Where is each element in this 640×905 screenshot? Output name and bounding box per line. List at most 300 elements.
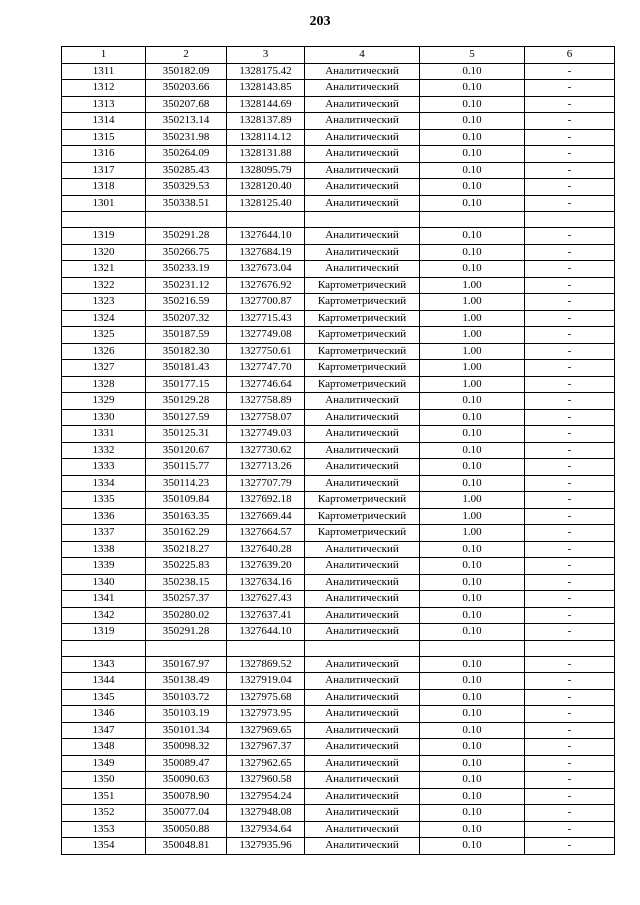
table-cell: Картометрический [305, 360, 420, 377]
table-cell: - [525, 327, 615, 344]
table-cell: 350077.04 [146, 805, 227, 822]
table-cell: 0.10 [420, 607, 525, 624]
table-cell: 350285.43 [146, 162, 227, 179]
table-cell: 1327664.57 [227, 525, 305, 542]
table-cell: 350280.02 [146, 607, 227, 624]
table-cell: - [525, 722, 615, 739]
table-cell: 1311 [62, 63, 146, 80]
table-cell: Аналитический [305, 805, 420, 822]
table-cell: 1327673.04 [227, 261, 305, 278]
empty-cell [525, 640, 615, 656]
table-cell: 1344 [62, 673, 146, 690]
table-cell: 1327746.64 [227, 376, 305, 393]
table-cell: 350182.09 [146, 63, 227, 80]
table-cell: - [525, 409, 615, 426]
table-cell: Аналитический [305, 179, 420, 196]
table-row [62, 327, 615, 344]
table-cell: Картометрический [305, 310, 420, 327]
table-cell: 350182.30 [146, 343, 227, 360]
table-cell: 1336 [62, 508, 146, 525]
table-cell: 1327730.62 [227, 442, 305, 459]
table-cell: - [525, 607, 615, 624]
table-cell: 350231.98 [146, 129, 227, 146]
table-cell: 350203.66 [146, 80, 227, 97]
table-cell: 0.10 [420, 129, 525, 146]
table-cell: 1327934.64 [227, 821, 305, 838]
table-cell: Аналитический [305, 739, 420, 756]
table-cell: 0.10 [420, 162, 525, 179]
table-cell: 1314 [62, 113, 146, 130]
table-cell: Аналитический [305, 607, 420, 624]
table-cell: - [525, 624, 615, 641]
table-cell: 1327747.70 [227, 360, 305, 377]
table-row [62, 113, 615, 130]
table-cell: 350177.15 [146, 376, 227, 393]
table-row [62, 310, 615, 327]
table-cell: 0.10 [420, 706, 525, 723]
table-cell: 350238.15 [146, 574, 227, 591]
table-cell: 0.10 [420, 146, 525, 163]
table-row [62, 80, 615, 97]
empty-cell [525, 212, 615, 228]
table-cell: 1328125.40 [227, 195, 305, 212]
table-cell: 0.10 [420, 624, 525, 641]
table-cell: 1342 [62, 607, 146, 624]
table-row [62, 459, 615, 476]
table-row [62, 195, 615, 212]
table-cell: - [525, 838, 615, 855]
table-cell: Аналитический [305, 80, 420, 97]
table-cell: 1327967.37 [227, 739, 305, 756]
table-row [62, 492, 615, 509]
table-cell: 350187.59 [146, 327, 227, 344]
table-row [62, 508, 615, 525]
table-cell: 350338.51 [146, 195, 227, 212]
table-row [62, 525, 615, 542]
table-cell: - [525, 195, 615, 212]
table-cell: 1.00 [420, 508, 525, 525]
table-cell: 0.10 [420, 96, 525, 113]
table-cell: 350181.43 [146, 360, 227, 377]
coordinates-table [61, 46, 615, 855]
table-row [62, 624, 615, 641]
table-cell: - [525, 755, 615, 772]
table-cell: Аналитический [305, 442, 420, 459]
table-cell: 350291.28 [146, 228, 227, 245]
table-cell: 1343 [62, 656, 146, 673]
table-cell: 0.10 [420, 261, 525, 278]
table-cell: Аналитический [305, 722, 420, 739]
table-cell: 1321 [62, 261, 146, 278]
table-cell: 1320 [62, 244, 146, 261]
table-cell: 1327627.43 [227, 591, 305, 608]
table-cell: 1327973.95 [227, 706, 305, 723]
table-row [62, 162, 615, 179]
table-cell: 350233.19 [146, 261, 227, 278]
table-row [62, 228, 615, 245]
table-cell: 0.10 [420, 558, 525, 575]
table-cell: 1348 [62, 739, 146, 756]
table-cell: 1327707.79 [227, 475, 305, 492]
table-cell: - [525, 360, 615, 377]
table-row [62, 541, 615, 558]
table-cell: 1327975.68 [227, 689, 305, 706]
separator-row [62, 212, 615, 228]
table-cell: - [525, 393, 615, 410]
table-cell: 350138.49 [146, 673, 227, 690]
table-cell: - [525, 426, 615, 443]
table-cell: Аналитический [305, 426, 420, 443]
table-cell: 350048.81 [146, 838, 227, 855]
table-cell: 1327962.65 [227, 755, 305, 772]
empty-cell [305, 640, 420, 656]
table-cell: - [525, 673, 615, 690]
table-cell: Картометрический [305, 343, 420, 360]
table-cell: 350050.88 [146, 821, 227, 838]
table-cell: Картометрический [305, 525, 420, 542]
table-cell: 0.10 [420, 475, 525, 492]
table-cell: 1329 [62, 393, 146, 410]
table-cell: Аналитический [305, 393, 420, 410]
table-cell: 1328143.85 [227, 80, 305, 97]
table-row [62, 821, 615, 838]
table-cell: 1324 [62, 310, 146, 327]
table-cell: 0.10 [420, 426, 525, 443]
table-cell: - [525, 739, 615, 756]
table-cell: - [525, 277, 615, 294]
table-cell: 350127.59 [146, 409, 227, 426]
table-row [62, 442, 615, 459]
table-cell: 350114.23 [146, 475, 227, 492]
table-row [62, 343, 615, 360]
table-row [62, 376, 615, 393]
table-cell: 0.10 [420, 788, 525, 805]
table-cell: 0.10 [420, 393, 525, 410]
table-cell: 1327 [62, 360, 146, 377]
table-row [62, 393, 615, 410]
empty-cell [305, 212, 420, 228]
table-cell: - [525, 821, 615, 838]
table-cell: 1327700.87 [227, 294, 305, 311]
table-cell: 1325 [62, 327, 146, 344]
table-cell: - [525, 376, 615, 393]
table-cell: 0.10 [420, 442, 525, 459]
table-cell: - [525, 179, 615, 196]
table-cell: - [525, 162, 615, 179]
table-cell: - [525, 261, 615, 278]
table-cell: Картометрический [305, 277, 420, 294]
table-cell: 0.10 [420, 689, 525, 706]
table-cell: 350225.83 [146, 558, 227, 575]
table-row [62, 294, 615, 311]
table-cell: 0.10 [420, 755, 525, 772]
table-cell: 0.10 [420, 63, 525, 80]
empty-cell [420, 212, 525, 228]
table-cell: 1.00 [420, 360, 525, 377]
table-cell: - [525, 343, 615, 360]
table-row [62, 739, 615, 756]
table-cell: - [525, 96, 615, 113]
table-cell: Аналитический [305, 624, 420, 641]
table-row [62, 838, 615, 855]
table-row [62, 607, 615, 624]
table-row [62, 788, 615, 805]
table-cell: 1.00 [420, 310, 525, 327]
table-cell: 350089.47 [146, 755, 227, 772]
table-cell: 0.10 [420, 409, 525, 426]
table-cell: 1327749.08 [227, 327, 305, 344]
table-cell: 1327692.18 [227, 492, 305, 509]
table-cell: 1.00 [420, 525, 525, 542]
table-cell: 1327634.16 [227, 574, 305, 591]
table-row [62, 129, 615, 146]
column-header: 6 [525, 47, 615, 64]
table-cell: 1331 [62, 426, 146, 443]
table-cell: 1319 [62, 228, 146, 245]
table-cell: 1332 [62, 442, 146, 459]
table-cell: 350098.32 [146, 739, 227, 756]
table-cell: Картометрический [305, 327, 420, 344]
table-cell: - [525, 772, 615, 789]
table-cell: 0.10 [420, 228, 525, 245]
table-cell: 0.10 [420, 179, 525, 196]
table-cell: - [525, 558, 615, 575]
table-cell: Аналитический [305, 673, 420, 690]
table-cell: 1327869.52 [227, 656, 305, 673]
table-cell: - [525, 805, 615, 822]
table-cell: Картометрический [305, 492, 420, 509]
table-cell: 1347 [62, 722, 146, 739]
table-cell: Аналитический [305, 129, 420, 146]
table-cell: 350125.31 [146, 426, 227, 443]
header-row [62, 47, 615, 64]
table-row [62, 772, 615, 789]
column-header: 2 [146, 47, 227, 64]
table-cell: Аналитический [305, 541, 420, 558]
table-cell: - [525, 146, 615, 163]
table-cell: Аналитический [305, 409, 420, 426]
table-cell: Аналитический [305, 146, 420, 163]
table-cell: - [525, 591, 615, 608]
table-cell: 0.10 [420, 821, 525, 838]
table-cell: 1312 [62, 80, 146, 97]
table-cell: 1316 [62, 146, 146, 163]
table-cell: - [525, 508, 615, 525]
empty-cell [227, 640, 305, 656]
table-row [62, 146, 615, 163]
table-cell: - [525, 706, 615, 723]
table-row [62, 722, 615, 739]
table-row [62, 755, 615, 772]
table-cell: Аналитический [305, 96, 420, 113]
table-cell: 1337 [62, 525, 146, 542]
table-cell: Картометрический [305, 294, 420, 311]
table-cell: 350120.67 [146, 442, 227, 459]
table-cell: Аналитический [305, 689, 420, 706]
table-cell: - [525, 788, 615, 805]
table-cell: 1341 [62, 591, 146, 608]
table-cell: 0.10 [420, 838, 525, 855]
table-cell: 1328137.89 [227, 113, 305, 130]
table-cell: 1327750.61 [227, 343, 305, 360]
table-cell: 1327749.03 [227, 426, 305, 443]
table-cell: 0.10 [420, 656, 525, 673]
empty-cell [146, 212, 227, 228]
table-cell: 1338 [62, 541, 146, 558]
table-cell: Аналитический [305, 261, 420, 278]
table-row [62, 591, 615, 608]
table-cell: Аналитический [305, 838, 420, 855]
table-cell: 1.00 [420, 327, 525, 344]
table-cell: 0.10 [420, 591, 525, 608]
table-cell: 1301 [62, 195, 146, 212]
table-cell: 1327684.19 [227, 244, 305, 261]
table-cell: 1328114.12 [227, 129, 305, 146]
table-cell: 1327758.07 [227, 409, 305, 426]
table-cell: 0.10 [420, 739, 525, 756]
table-cell: 1327644.10 [227, 228, 305, 245]
table-cell: 0.10 [420, 805, 525, 822]
table-cell: 350101.34 [146, 722, 227, 739]
table-cell: - [525, 541, 615, 558]
table-cell: 1.00 [420, 277, 525, 294]
table-cell: 350162.29 [146, 525, 227, 542]
table-row [62, 689, 615, 706]
table-cell: 350231.12 [146, 277, 227, 294]
column-header: 4 [305, 47, 420, 64]
column-header: 1 [62, 47, 146, 64]
table-cell: 350103.19 [146, 706, 227, 723]
table-cell: 0.10 [420, 195, 525, 212]
table-cell: Аналитический [305, 244, 420, 261]
table-cell: 1328175.42 [227, 63, 305, 80]
table-cell: - [525, 294, 615, 311]
table-cell: 1353 [62, 821, 146, 838]
table-cell: Аналитический [305, 821, 420, 838]
table-row [62, 805, 615, 822]
table-cell: Аналитический [305, 228, 420, 245]
table-row [62, 179, 615, 196]
table-cell: 350163.35 [146, 508, 227, 525]
table-cell: Картометрический [305, 508, 420, 525]
table-cell: 1328 [62, 376, 146, 393]
table-cell: 0.10 [420, 80, 525, 97]
table-cell: 1345 [62, 689, 146, 706]
table-cell: 1328095.79 [227, 162, 305, 179]
table-body [62, 63, 615, 854]
table-cell: 350218.27 [146, 541, 227, 558]
page-number: 203 [309, 14, 331, 29]
table-cell: Аналитический [305, 706, 420, 723]
table-cell: Картометрический [305, 376, 420, 393]
table-cell: 1339 [62, 558, 146, 575]
table-cell: 1.00 [420, 294, 525, 311]
table-cell: - [525, 574, 615, 591]
table-cell: 1327954.24 [227, 788, 305, 805]
table-cell: 0.10 [420, 244, 525, 261]
table-row [62, 426, 615, 443]
table-row [62, 673, 615, 690]
table-cell: Аналитический [305, 772, 420, 789]
table-cell: - [525, 459, 615, 476]
table-row [62, 558, 615, 575]
table-cell: 1317 [62, 162, 146, 179]
table-cell: 1.00 [420, 343, 525, 360]
table-cell: 1328144.69 [227, 96, 305, 113]
table-cell: Аналитический [305, 591, 420, 608]
table-row [62, 277, 615, 294]
separator-row [62, 640, 615, 656]
table-cell: Аналитический [305, 475, 420, 492]
table-cell: 1354 [62, 838, 146, 855]
empty-cell [62, 212, 146, 228]
table-row [62, 574, 615, 591]
table-cell: 1327758.89 [227, 393, 305, 410]
table-cell: Аналитический [305, 656, 420, 673]
table-cell: 1.00 [420, 492, 525, 509]
table-cell: 1333 [62, 459, 146, 476]
table-cell: 350329.53 [146, 179, 227, 196]
table-cell: Аналитический [305, 162, 420, 179]
table-cell: 1327637.41 [227, 607, 305, 624]
table-cell: 1327676.92 [227, 277, 305, 294]
table-cell: 350207.68 [146, 96, 227, 113]
table-cell: 350264.09 [146, 146, 227, 163]
table-cell: 1327713.26 [227, 459, 305, 476]
table-cell: 1350 [62, 772, 146, 789]
table-cell: 350103.72 [146, 689, 227, 706]
table-cell: - [525, 525, 615, 542]
table-cell: 350109.84 [146, 492, 227, 509]
table-cell: - [525, 80, 615, 97]
table-row [62, 63, 615, 80]
table-cell: 1323 [62, 294, 146, 311]
table-cell: Аналитический [305, 113, 420, 130]
table-cell: 1328131.88 [227, 146, 305, 163]
table-cell: 350090.63 [146, 772, 227, 789]
table-cell: 1330 [62, 409, 146, 426]
table-cell: 1327715.43 [227, 310, 305, 327]
table-row [62, 244, 615, 261]
table-cell: 350115.77 [146, 459, 227, 476]
table-cell: 1327640.28 [227, 541, 305, 558]
table-header [62, 47, 615, 64]
table-cell: 0.10 [420, 673, 525, 690]
table-cell: Аналитический [305, 459, 420, 476]
table-cell: 0.10 [420, 574, 525, 591]
table-cell: Аналитический [305, 755, 420, 772]
table-row [62, 706, 615, 723]
table-cell: 1327960.58 [227, 772, 305, 789]
table-row [62, 360, 615, 377]
column-header: 5 [420, 47, 525, 64]
table-cell: 1334 [62, 475, 146, 492]
table-cell: - [525, 310, 615, 327]
empty-cell [420, 640, 525, 656]
table-cell: 1327644.10 [227, 624, 305, 641]
table-cell: 0.10 [420, 459, 525, 476]
table-cell: 350291.28 [146, 624, 227, 641]
table-row [62, 409, 615, 426]
table-cell: 1340 [62, 574, 146, 591]
table-cell: 1328120.40 [227, 179, 305, 196]
table-row [62, 475, 615, 492]
table-cell: 350213.14 [146, 113, 227, 130]
table-cell: Аналитический [305, 574, 420, 591]
table-cell: - [525, 63, 615, 80]
empty-cell [62, 640, 146, 656]
table-cell: - [525, 656, 615, 673]
